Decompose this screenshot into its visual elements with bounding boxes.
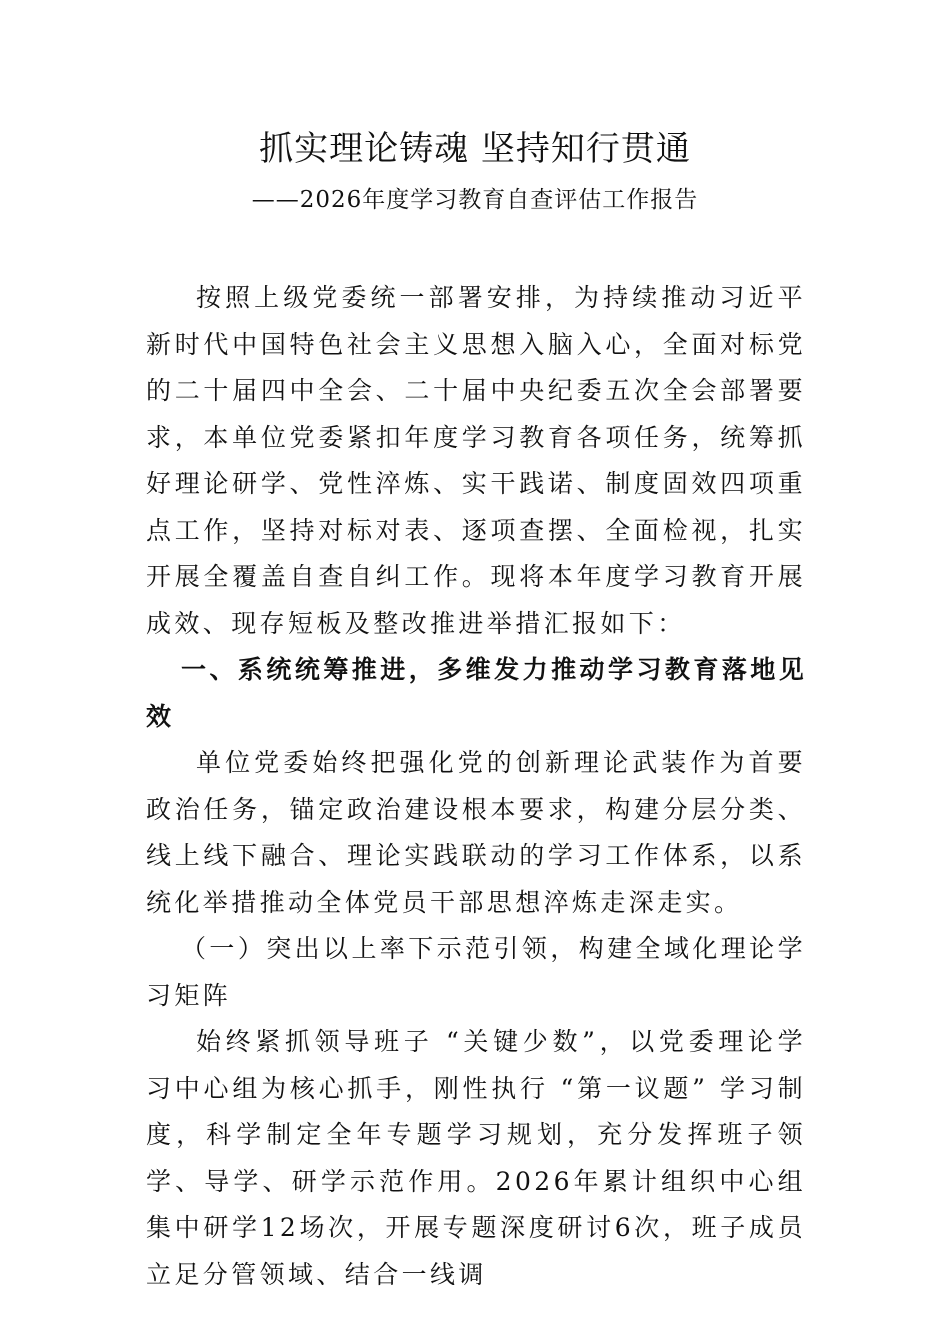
document-body (146, 275, 806, 1298)
subsection-heading-1: （一）突出以上率下示范引领，构建全域化理论学习矩阵 (146, 934, 806, 1010)
document-title: 抓实理论铸魂 坚持知行贯通 (259, 129, 691, 169)
section-heading-1: 一、系统统筹推进，多维发力推动学习教育落地见效 (146, 655, 806, 731)
section-1-paragraph: 单位党委始终把强化党的创新理论武装作为首要政治任务，锚定政治建设根本要求，构建分层分类、线上线下融合、理论实践联动的学习工作体系，以系统化举措推动全体党员干部思想淬炼走深走实。 (146, 748, 806, 917)
document-subtitle: ——2026年度学习教育自查评估工作报告 (251, 187, 699, 213)
intro-paragraph: 按照上级党委统一部署安排，为持续推动习近平新时代中国特色社会主义思想入脑入心，全面对标党的二十届四中全会、二十届中央纪委五次全会部署要求，本单位党委紧扣年度学习教育各项任务，统筹抓好理论研学、党性淬炼、实干践诺、制度固效四项重点工作，坚持对标对表、逐项查摆、全面检视，扎实开展全覆盖自查自纠工作。现将本年度学习教育开展成效、现存短板及整改推进举措汇报如下： (146, 283, 806, 638)
subsection-1-paragraph: 始终紧抓领导班子 “关键少数”，以党委理论学习中心组为核心抓手，刚性执行 “第一议题” 学习制度，科学制定全年专题学习规划，充分发挥班子领学、导学、研学示范作用。2026年累计组织中心组集中研学12场次，开展专题深度研讨6次，班子成员立足分管领域、结合一线调 (146, 1027, 806, 1289)
